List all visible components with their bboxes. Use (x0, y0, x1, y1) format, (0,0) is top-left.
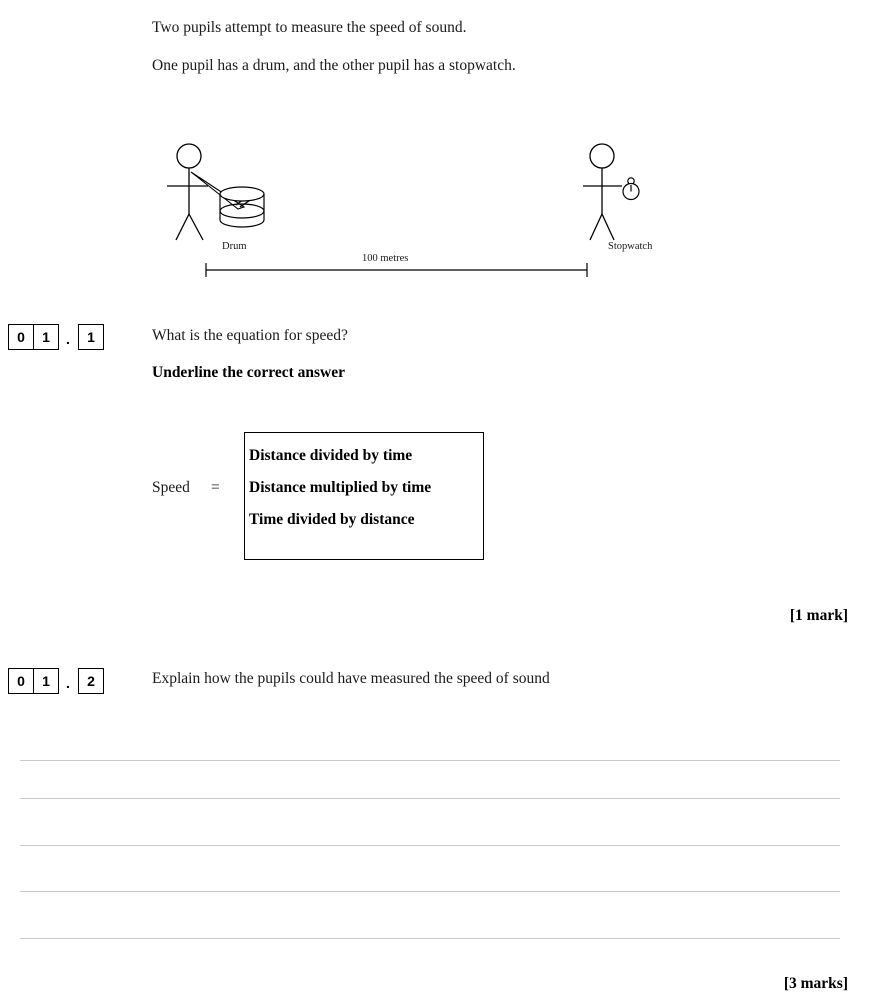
intro-paragraph-2: One pupil has a drum, and the other pupil has a stopwatch. (152, 57, 516, 74)
question-2-marks: [3 marks] (783, 975, 848, 992)
distance-measure-line (206, 263, 587, 277)
answer-line[interactable] (20, 845, 840, 846)
equals-sign: = (211, 479, 220, 496)
timekeeper-leg-right (602, 214, 614, 240)
drummer-head-icon (177, 144, 201, 168)
question-1-marks: [1 mark] (789, 607, 848, 624)
question-number-digit: 1 (33, 324, 59, 350)
answer-line[interactable] (20, 938, 840, 939)
question-number-01-1 (8, 324, 103, 350)
question-1-instruction: Underline the correct answer (152, 364, 345, 381)
answer-option[interactable]: Distance divided by time (249, 447, 413, 464)
distance-caption: 100 metres (362, 253, 409, 264)
drummer-leg-right (189, 214, 203, 240)
question-number-digit: 1 (33, 668, 59, 694)
answer-line[interactable] (20, 891, 840, 892)
question-number-01-2 (8, 668, 103, 694)
stopwatch-icon (623, 178, 639, 200)
question-subnumber-digit: 1 (78, 324, 104, 350)
question-number-separator: . (66, 331, 70, 347)
question-number-digit: 0 (8, 324, 34, 350)
timekeeper-leg-left (590, 214, 602, 240)
drum-caption: Drum (222, 241, 247, 252)
drum-top-rim (220, 187, 264, 201)
answer-option[interactable]: Time divided by distance (249, 511, 415, 528)
experiment-diagram (150, 130, 710, 285)
question-subnumber-digit: 2 (78, 668, 104, 694)
drum-bottom-rim (220, 220, 264, 227)
timekeeper-head-icon (590, 144, 614, 168)
question-2-prompt: Explain how the pupils could have measured the speed of sound (152, 670, 550, 687)
answer-line[interactable] (20, 798, 840, 799)
diagram-svg (150, 130, 710, 285)
speed-label: Speed (152, 479, 190, 496)
question-number-digit: 0 (8, 668, 34, 694)
drummer-leg-left (176, 214, 189, 240)
question-1-prompt: What is the equation for speed? (152, 327, 348, 344)
answer-line[interactable] (20, 760, 840, 761)
question-number-separator: . (66, 675, 70, 691)
intro-paragraph-1: Two pupils attempt to measure the speed of sound. (152, 19, 467, 36)
answer-options-box (244, 432, 484, 560)
stopwatch-caption: Stopwatch (608, 241, 653, 252)
answer-option[interactable]: Distance multiplied by time (249, 479, 432, 496)
timekeeper-figure (583, 144, 622, 240)
